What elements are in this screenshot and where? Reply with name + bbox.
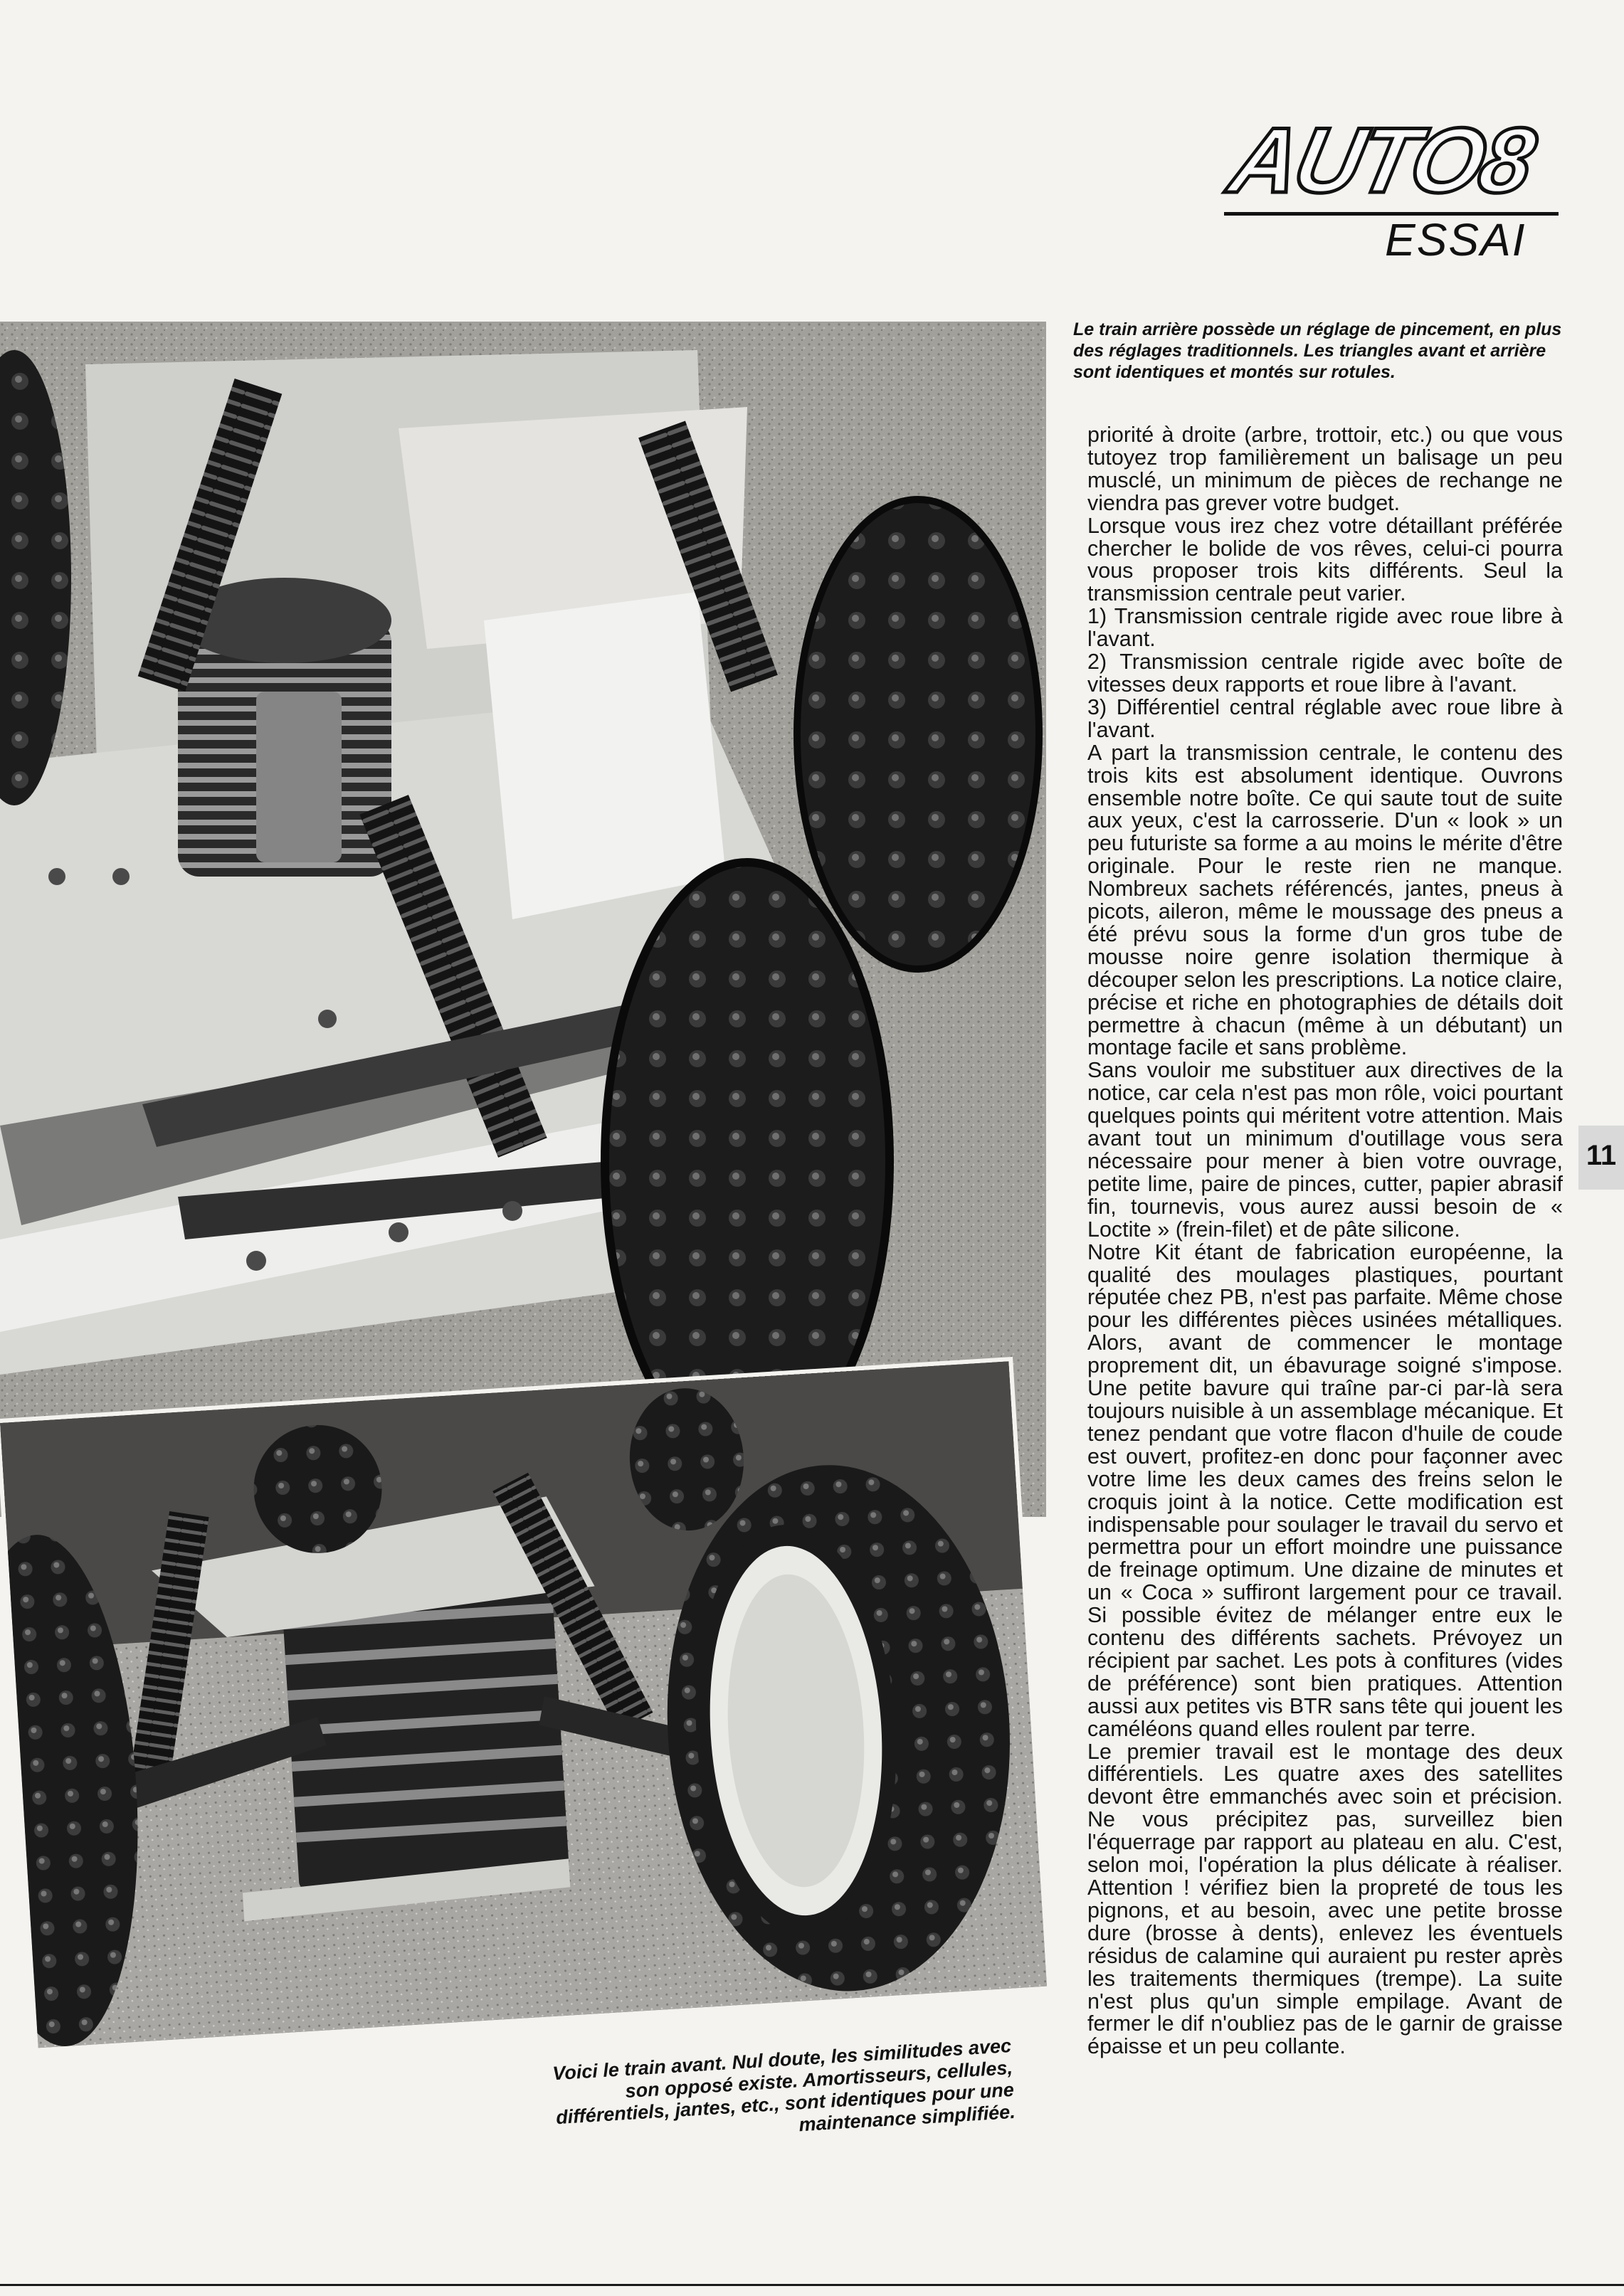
rear-suspension-photo [0,322,1046,1517]
rear-suspension-photo-image [0,322,1046,1517]
photo-caption-top: Le train arrière possède un réglage de pincement, en plus des réglages traditionnels. Les triangles avant et arrière sont identiques et montés sur rotules. [1073,319,1562,382]
section-label: ESSAI [1385,214,1527,265]
article-paragraph: 2) Transmission centrale rigide avec boîte de vitesses deux rapports et roue libre à l'avant. [1087,650,1563,697]
article-paragraph: Le premier travail est le montage des deux différentiels. Les quatre axes des satellites devont être emmanchés avec soin et précision. Ne vous précipitez pas, surveillez bien l'équerrage par rapport au plateau en alu. C'est, selon moi, l'opération la plus délicate à réaliser. Attention ! vérifiez bien la propreté de tous les pignons, et au besoin, avec une petite brosse dure (brosse à dents), enlevez les éventuels résidus de calamine qui auraient pu rester après les traitements thermiques (trempe). La suite n'est plus qu'un simple empilage. Avant de fermer le dif n'oubliez pas de le garnir de graisse épaisse et un peu collante. [1087,1739,1563,2059]
article-paragraph: priorité à droite (arbre, trottoir, etc.) ou que vous tutoyez trop familièrement un balisage un peu musclé, un minimum de pièces de rechange ne viendra pas grever votre budget. [1087,423,1563,515]
article-paragraph: Lorsque vous irez chez votre détaillant préférée chercher le bolide de vos rêves, celui-ci pourra vous proposer trois kits différents. Seul la transmission centrale peut varier. [1087,513,1563,606]
article-paragraph: 1) Transmission centrale rigide avec roue libre à l'avant. [1087,604,1563,652]
article-paragraph: 3) Différentiel central réglable avec roue libre à l'avant. [1087,694,1563,742]
magazine-logo [1221,108,1559,213]
article-paragraph: Sans vouloir me substituer aux directives de la notice, car cela n'est pas mon rôle, voici pourtant quelques points qui méritent votre attention. Mais avant tout un minimum d'outillage vous sera nécessaire pour mener à bien votre ouvrage, petite lime, paire de pinces, cutter, papier abrasif fin, tournevis, vous aurez aussi besoin de « Loctite » (frein-filet) et de pâte silicone. [1087,1058,1563,1242]
photo-caption-bottom: Voici le train avant. Nul doute, les similitudes avec son opposé existe. Amortisseurs, cellules, différentiels, jantes, etc., sont identiques pour une maintenance simplifiée. [552,2035,1016,2136]
scan-edge-line [0,2284,1624,2286]
article-body [1087,424,1563,2058]
front-suspension-photo [0,1361,1047,2048]
page-number: 11 [1586,1140,1617,1171]
page-number-tab [1578,1126,1624,1190]
article-paragraph: A part la transmission centrale, le contenu des trois kits est absolument identique. Ouvrons ensemble notre boîte. Ce qui saute tout de suite aux yeux, c'est la carrosserie. D'un « look » un peu futuriste sa forme a au moins le mérite d'être originale. Pour le reste rien ne manque. Nombreux sachets référencés, jantes, pneus à picots, aileron, même le moussage des pneus a été prévu sous la forme d'un gros tube de mousse noire genre isolation thermique à découper selon les prescriptions. La notice claire, précise et riche en photographies de détails doit permettre à chacun (même à un débutant) un montage facile et sans problème. [1087,740,1563,1060]
front-suspension-photo-image [0,1361,1047,2048]
article-paragraph: Notre Kit étant de fabrication européenne, la qualité des moulages plastiques, pourtant réputée chez PB, n'est pas parfaite. Même chose pour les différentes pièces usinées métalliques. Alors, avant de commencer le montage proprement dit, un ébavurage soigné s'impose. Une petite bavure qui traîne par-ci par-là sera toujours nuisible à un assemblage mécanique. Et tenez pendant que votre flacon d'huile de coude est ouvert, profitez-en donc pour façonner avec votre lime les deux cames des freins selon le croquis joint à la notice. Cette modification est indispensable pour soulager le travail du servo et permettra pour un effort moindre une puissance de freinage optimum. Une dizaine de minutes et un « Coca » suffiront largement pour ce travail. Si possible évitez de mélanger entre eux le contenu des différents sachets. Prévoyez un récipient par sachet. Les pots à confitures (vides de préférence) sont bien pratiques. Attention aussi aux petites vis BTR sans tête qui jouent les caméléons quand elles roulent par terre. [1087,1239,1563,1741]
logo-text: AUTO8 [1221,108,1541,212]
